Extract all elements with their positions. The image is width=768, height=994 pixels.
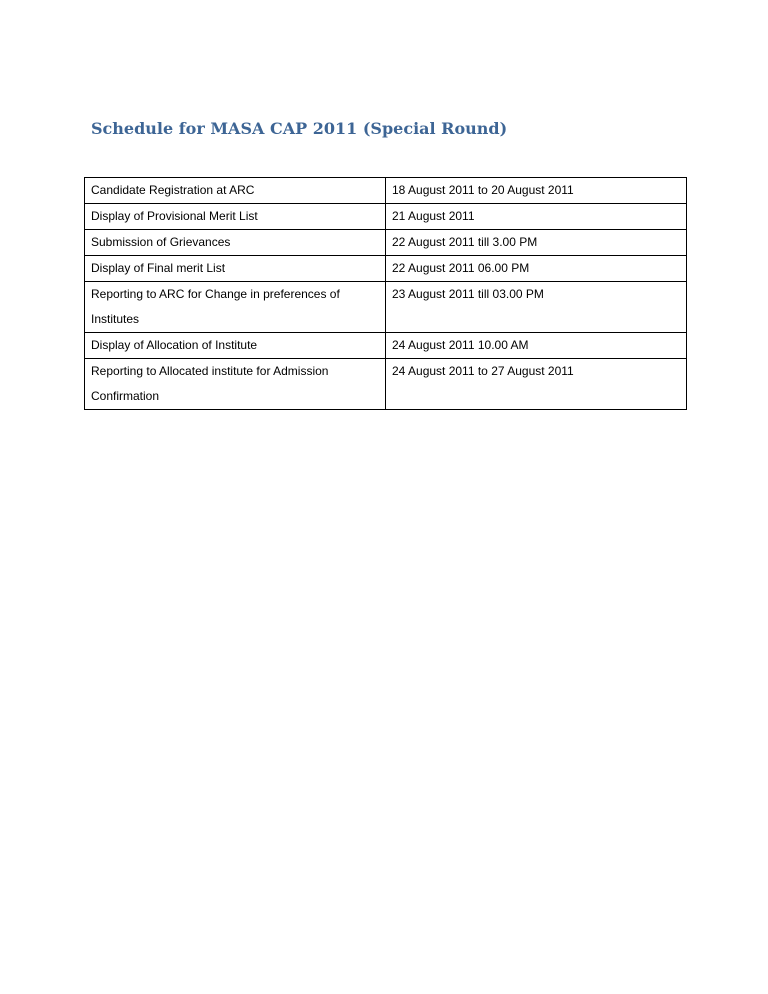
date-cell: 22 August 2011 till 3.00 PM <box>386 230 687 256</box>
table-row <box>85 282 687 333</box>
table-row <box>85 359 687 410</box>
date-cell: 24 August 2011 10.00 AM <box>386 333 687 359</box>
date-cell: 21 August 2011 <box>386 204 687 230</box>
activity-cell: Display of Allocation of Institute <box>85 333 386 359</box>
activity-cell: Reporting to ARC for Change in preferences of Institutes <box>85 282 386 333</box>
document-title: Schedule for MASA CAP 2011 (Special Round) <box>91 119 508 138</box>
table-row <box>85 256 687 282</box>
activity-cell: Display of Provisional Merit List <box>85 204 386 230</box>
date-cell: 22 August 2011 06.00 PM <box>386 256 687 282</box>
activity-cell: Candidate Registration at ARC <box>85 178 386 204</box>
table-row <box>85 230 687 256</box>
date-cell: 23 August 2011 till 03.00 PM <box>386 282 687 333</box>
activity-cell: Display of Final merit List <box>85 256 386 282</box>
activity-cell: Submission of Grievances <box>85 230 386 256</box>
schedule-table <box>84 177 687 410</box>
table-row <box>85 333 687 359</box>
table-row <box>85 204 687 230</box>
date-cell: 18 August 2011 to 20 August 2011 <box>386 178 687 204</box>
activity-cell: Reporting to Allocated institute for Admission Confirmation <box>85 359 386 410</box>
table-row <box>85 178 687 204</box>
date-cell: 24 August 2011 to 27 August 2011 <box>386 359 687 410</box>
